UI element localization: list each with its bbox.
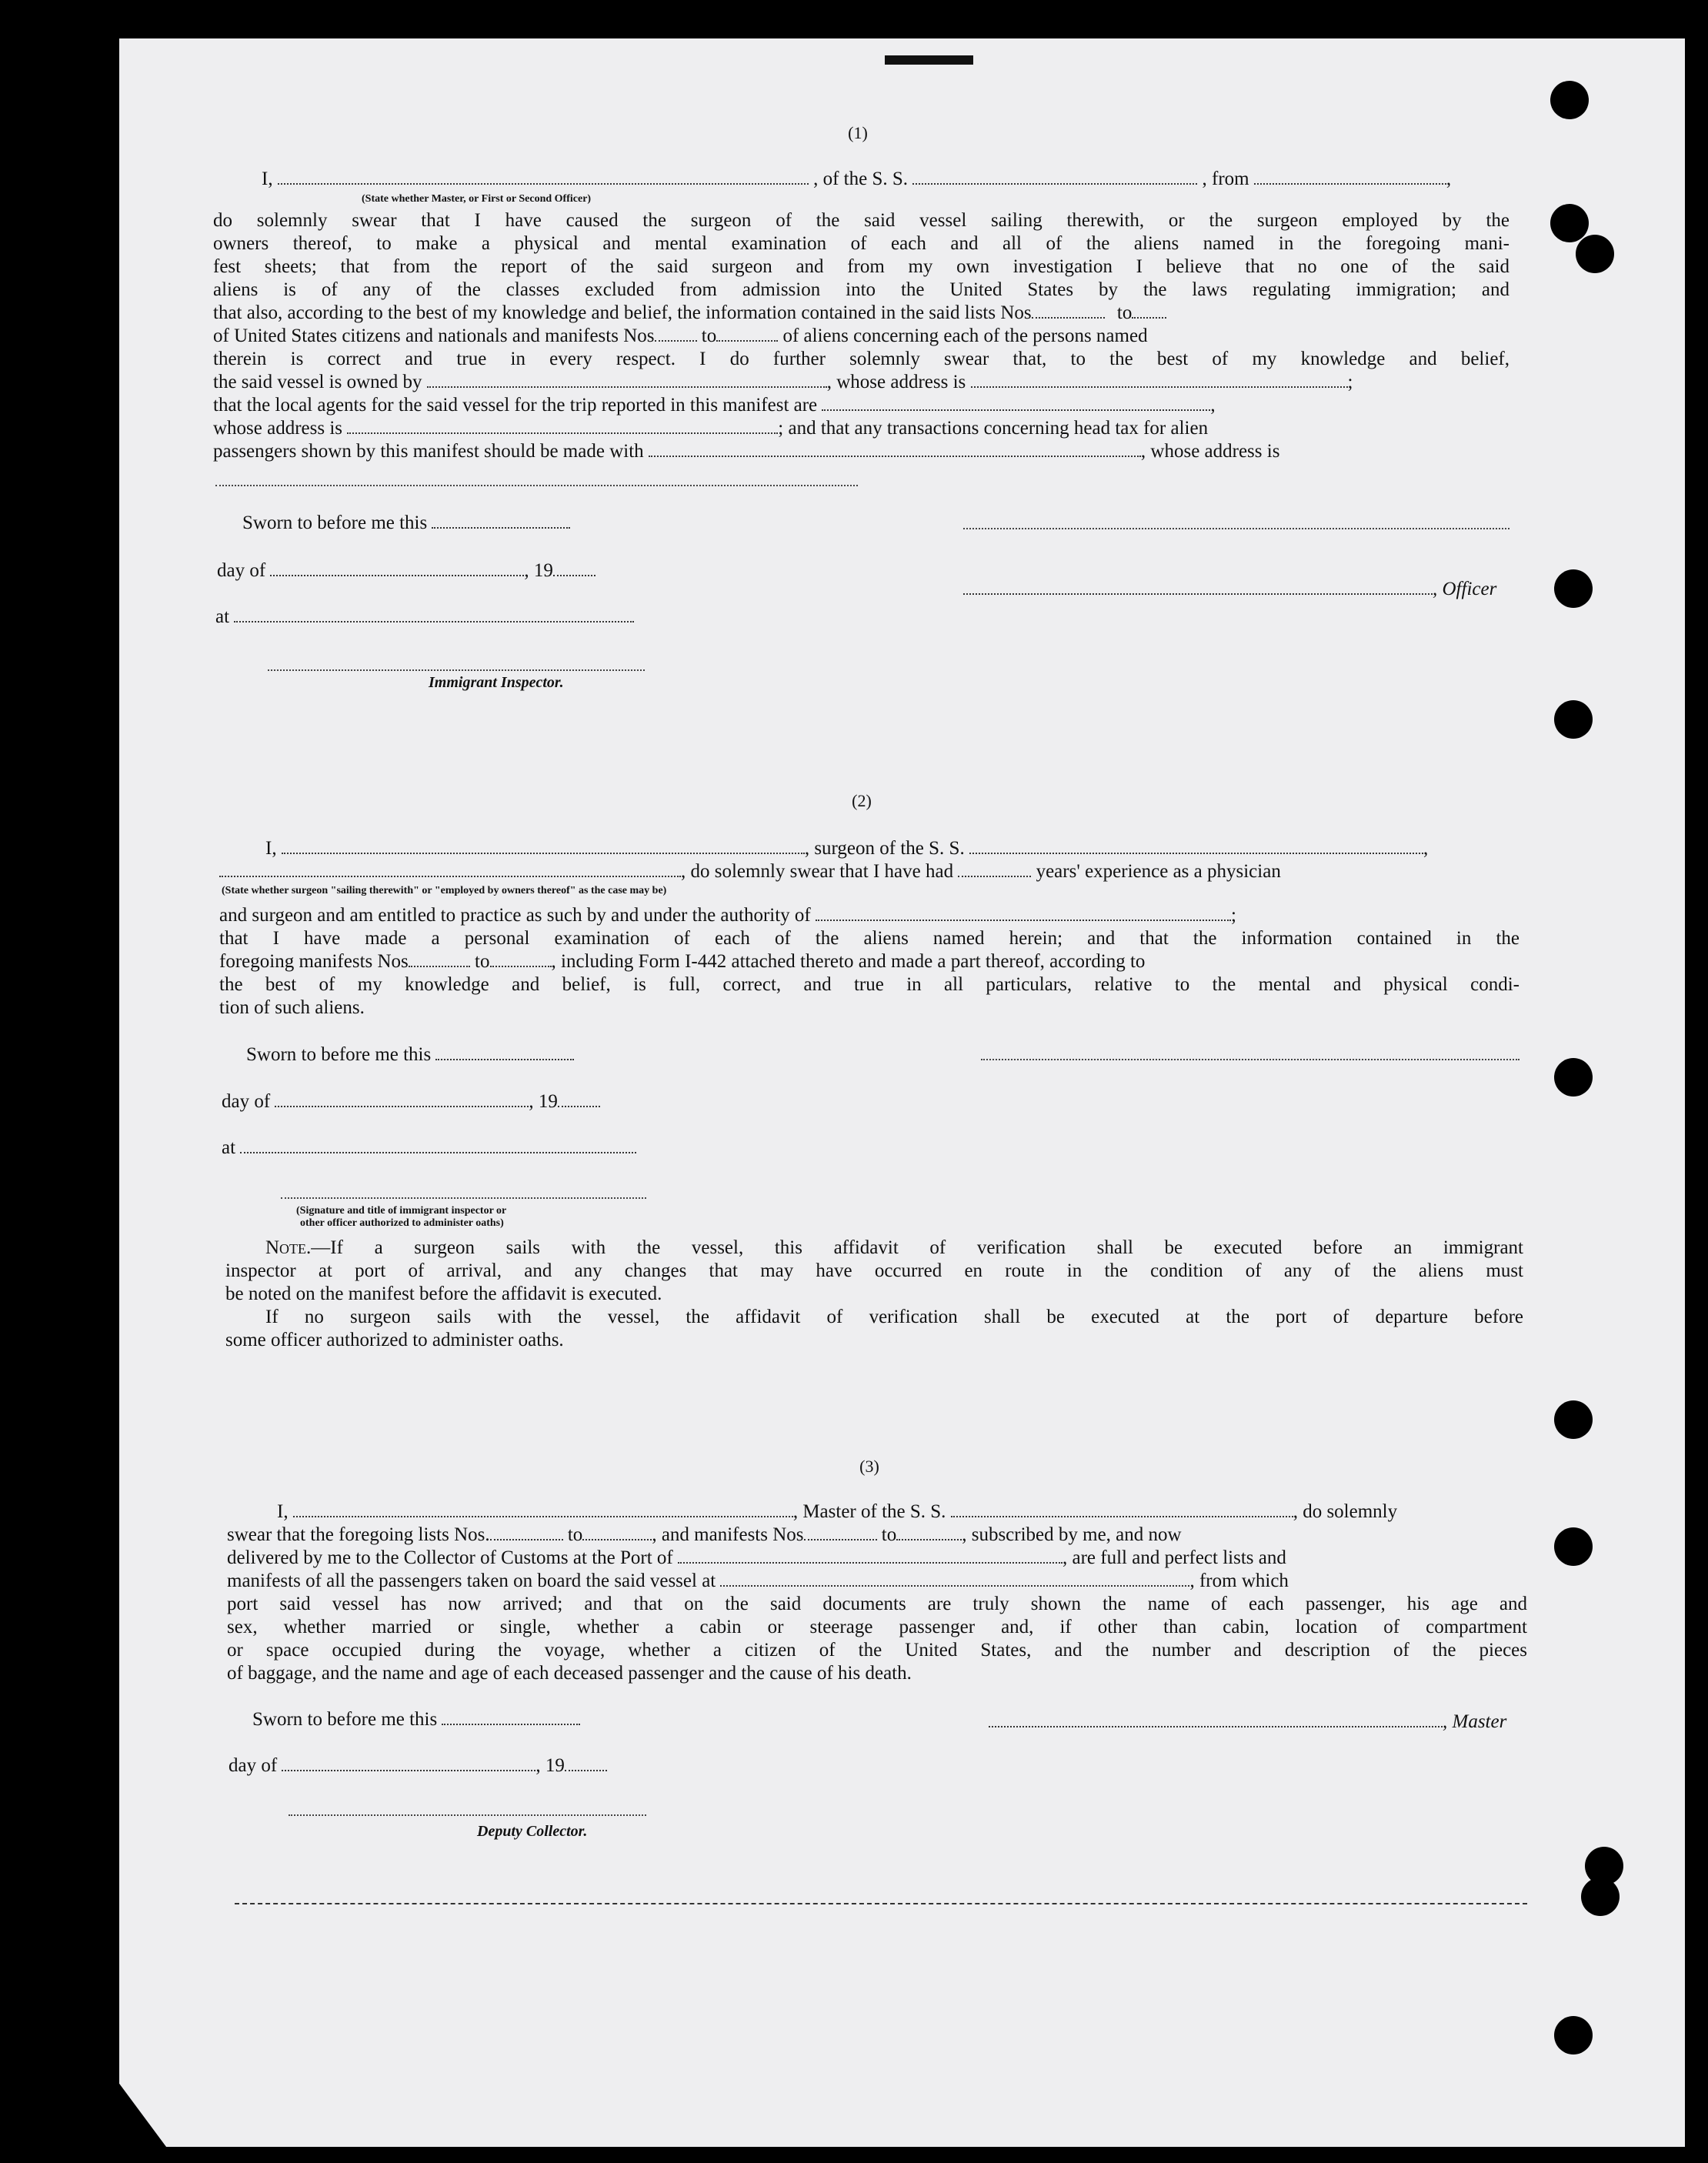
- s1-paragraph-line: of United States citizens and nationals and manifests Nos to of aliens concerning each of the persons named: [213, 325, 1148, 346]
- fill-field[interactable]: [490, 1527, 563, 1540]
- fill-field[interactable]: [442, 1711, 580, 1725]
- s3-paragraph-line: delivered by me to the Collector of Customs at the Port of , are full and perfect lists and: [227, 1547, 1286, 1568]
- fill-field[interactable]: [896, 1527, 962, 1540]
- signature-line[interactable]: [963, 581, 1433, 595]
- fill-field[interactable]: [649, 443, 1141, 457]
- fill-field[interactable]: [409, 953, 470, 967]
- s3-paragraph-line: swear that the foregoing lists Nos. to , and manifests Nos to , subscribed by me, and now: [227, 1524, 1182, 1545]
- s2-paragraph-line: foregoing manifests Nos to , including Form I-442 attached thereto and made a part thereof, according to: [219, 951, 1146, 972]
- s1-paragraph-line: the said vessel is owned by , whose address is ;: [213, 372, 1353, 392]
- fill-field[interactable]: [275, 1093, 529, 1107]
- s3-paragraph-line: manifests of all the passengers taken on board the said vessel at , from which: [227, 1571, 1289, 1591]
- punch-hole: [1554, 569, 1593, 608]
- fill-field[interactable]: [219, 863, 681, 877]
- s1-paragraph-line: do solemnly swear that I have caused the surgeon of the said vessel sailing therewith, or the surgeon employed by the: [213, 210, 1510, 231]
- s2-note-line: Note.—If a surgeon sails with the vessel, this affidavit of verification shall be executed before an immigrant: [265, 1237, 1523, 1258]
- section-number-2: (2): [852, 791, 872, 810]
- signature-line[interactable]: [989, 1714, 1443, 1727]
- s2-surgeon-note: (State whether surgeon "sailing therewith" or "employed by owners thereof" as the case may be): [222, 885, 667, 896]
- s2-paragraph-line: and surgeon and am entitled to practice as such by and under the authority of ;: [219, 905, 1236, 926]
- signature-line[interactable]: [289, 1814, 646, 1816]
- s1-paragraph-line: that also, according to the best of my knowledge and belief, the information contained in the said lists Nos to: [213, 302, 1166, 325]
- punch-hole: [1554, 1400, 1593, 1439]
- fill-field[interactable]: [240, 1140, 636, 1153]
- fill-field[interactable]: [655, 328, 697, 342]
- s2-signature-note: other officer authorized to administer oaths): [300, 1217, 504, 1229]
- s2-at-line: at: [222, 1137, 636, 1160]
- section-number-3: (3): [859, 1457, 879, 1476]
- fill-field[interactable]: [971, 374, 1348, 388]
- s3-paragraph-line: sex, whether married or single, whether a cabin or steerage passenger and, if other than cabin, location of compartment: [227, 1617, 1527, 1637]
- fill-field[interactable]: [1132, 305, 1166, 319]
- s1-paragraph-line: therein is correct and true in every respect. I do further solemnly swear that, to the best of my knowledge and belief,: [213, 349, 1510, 369]
- top-mark: [885, 55, 973, 65]
- fill-field[interactable]: [558, 1093, 600, 1107]
- signature-line[interactable]: [281, 1197, 646, 1199]
- s3-paragraph-line: of baggage, and the name and age of each deceased passenger and the cause of his death.: [227, 1663, 912, 1684]
- punch-hole: [1554, 2016, 1593, 2055]
- s2-note-line: If no surgeon sails with the vessel, the affidavit of verification shall be executed at the port of departure before: [265, 1307, 1523, 1327]
- fill-field[interactable]: [969, 840, 1423, 854]
- fill-field[interactable]: [234, 609, 634, 623]
- signature-line[interactable]: [981, 1059, 1520, 1060]
- fill-field[interactable]: [282, 1757, 535, 1771]
- s1-sworn-line: Sworn to before me this: [242, 512, 570, 535]
- s2-header-line: , do solemnly swear that I have had years' experience as a physician: [219, 860, 1281, 883]
- fill-field[interactable]: [822, 397, 1210, 411]
- s3-master-line: , Master: [989, 1711, 1506, 1734]
- fill-field[interactable]: [282, 840, 805, 854]
- s2-sworn-line: Sworn to before me this: [246, 1043, 574, 1066]
- punch-hole: [1550, 81, 1589, 119]
- s3-paragraph-line: port said vessel has now arrived; and that on the said documents are truly shown the name of each passenger, his age and: [227, 1594, 1527, 1614]
- s2-header-line: I, , surgeon of the S. S. ,: [265, 838, 1429, 859]
- fill-field[interactable]: [215, 485, 858, 486]
- s1-paragraph-line: that the local agents for the said vessel for the trip reported in this manifest are ,: [213, 395, 1216, 416]
- fill-field[interactable]: [678, 1550, 1062, 1564]
- section-number-1: (1): [848, 123, 868, 142]
- bottom-rule: [235, 1903, 1527, 1904]
- s2-note-line: inspector at port of arrival, and any changes that may have occurred en route in the condition of any of the aliens must: [225, 1260, 1523, 1281]
- fill-field[interactable]: [582, 1527, 652, 1540]
- fill-field[interactable]: [553, 562, 595, 576]
- s1-officer-line: , Officer: [963, 578, 1496, 601]
- fill-field[interactable]: [912, 171, 1197, 185]
- fill-field[interactable]: [951, 1504, 1293, 1517]
- s2-paragraph-line: that I have made a personal examination of each of the aliens named herein; and that the information contained in the: [219, 928, 1520, 949]
- s1-paragraph-line: whose address is ; and that any transactions concerning head tax for alien: [213, 418, 1209, 439]
- signature-line[interactable]: [963, 528, 1510, 529]
- s2-day-line: day of , 19: [222, 1090, 600, 1113]
- punch-hole: [1581, 1878, 1620, 1916]
- fill-field[interactable]: [293, 1504, 793, 1517]
- fill-field[interactable]: [1032, 305, 1105, 319]
- fill-field[interactable]: [270, 562, 524, 576]
- s1-master-note: (State whether Master, or First or Second Officer): [362, 193, 592, 205]
- fill-field[interactable]: [720, 1573, 1189, 1587]
- s2-note-line: some officer authorized to administer oaths.: [225, 1330, 564, 1350]
- s3-day-line: day of , 19: [229, 1754, 607, 1777]
- punch-hole: [1554, 1058, 1593, 1097]
- s3-header-line: I, , Master of the S. S. , do solemnly: [277, 1501, 1398, 1522]
- punch-hole: [1554, 1527, 1593, 1566]
- s1-inspector-label: Immigrant Inspector.: [429, 674, 564, 691]
- s1-paragraph-line: fest sheets; that from the report of the said surgeon and from my own investigation I believe that no one of the said: [213, 256, 1510, 277]
- s3-paragraph-line: or space occupied during the voyage, whether a citizen of the United States, and the number and description of the pieces: [227, 1640, 1527, 1661]
- fill-field[interactable]: [716, 328, 778, 342]
- s3-sworn-line: Sworn to before me this: [252, 1708, 580, 1731]
- s2-paragraph-line: tion of such aliens.: [219, 997, 365, 1018]
- s1-paragraph-line: passengers shown by this manifest should be made with , whose address is: [213, 441, 1280, 462]
- punch-hole: [1554, 700, 1593, 739]
- fill-field[interactable]: [432, 515, 570, 529]
- s1-day-line: day of , 19: [217, 559, 595, 582]
- fill-field[interactable]: [565, 1757, 607, 1771]
- s1-paragraph-line: aliens is of any of the classes excluded from admission into the United States by the laws regulating immigration; and: [213, 279, 1510, 300]
- s1-at-line: at: [215, 606, 634, 629]
- fill-field[interactable]: [958, 863, 1031, 877]
- punch-hole: [1550, 204, 1589, 242]
- s2-note-line: be noted on the manifest before the affidavit is executed.: [225, 1283, 662, 1304]
- fill-field[interactable]: [804, 1527, 877, 1540]
- fill-field[interactable]: [490, 953, 552, 967]
- fill-field[interactable]: [347, 420, 778, 434]
- s3-deputy-label: Deputy Collector.: [477, 1823, 588, 1840]
- s1-header-line: I, , of the S. S. , from ,: [262, 169, 1452, 189]
- punch-hole: [1576, 235, 1614, 273]
- s1-paragraph-line: owners thereof, to make a physical and mental examination of each and all of the aliens named in the foregoing mani-: [213, 233, 1510, 254]
- s2-paragraph-line: the best of my knowledge and belief, is full, correct, and true in all particulars, relative to the mental and physical condi-: [219, 974, 1520, 995]
- fill-field[interactable]: [278, 171, 809, 185]
- fill-field[interactable]: [427, 374, 827, 388]
- fill-field[interactable]: [816, 907, 1231, 921]
- s2-signature-note: (Signature and title of immigrant inspector or: [296, 1205, 507, 1217]
- fill-field[interactable]: [435, 1046, 574, 1060]
- fill-field[interactable]: [1254, 171, 1446, 185]
